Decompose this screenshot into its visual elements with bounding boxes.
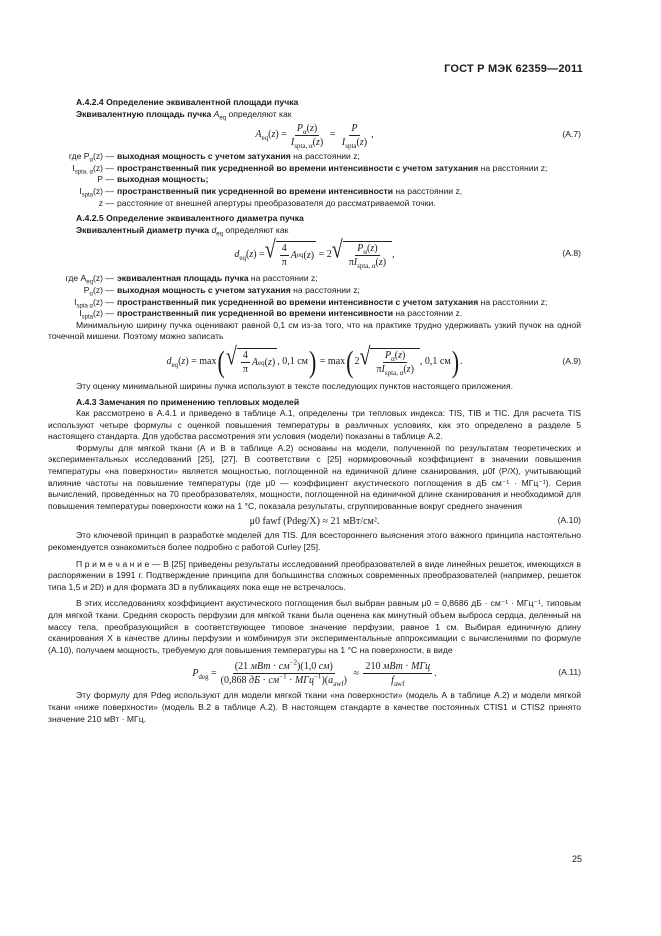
definition-item: z — расстояние от внешней апертуры преобразователя до рассматриваемой точки. <box>98 197 436 208</box>
page-content <box>48 93 581 725</box>
definition-item: $P_\alpha(z)$ — выходная мощность с учетом затухания на расстоянии z; <box>83 284 360 298</box>
definition-item: $I_{spta}(z)$ — пространственный пик усредненной во времени интенсивности на расстоянии z. <box>79 308 463 321</box>
page-number: 25 <box>572 854 583 864</box>
section-a425-lead: Эквивалентный диаметр пучка $d_{eq}$ определяют как <box>76 224 289 238</box>
definitions-a8 <box>48 273 581 319</box>
paragraph-a43-5: Эту формулу для Pdeg используют для модели мягкой ткани «на поверхности» (модель А в таблице А.2) и модели мягкой ткани «ниже поверхности» (модель В.2 в таблице А.2). В настоящем стандарте в качестве постоянных CTIS1 и CTIS2 принято значение 210 мВт · МГц. <box>48 690 581 724</box>
equation-a11: $P_{deg}$ = $\frac{(21 мВт \cdot см^{-2})(1,0 см)}{(0,868 дБ \cdot см^{-1} \cdot МГц^{-1})(a_{awf})}$ ≈ $\frac{\text{210 мВт · МГц}}{f_{awf}}$ . (А.11) <box>192 658 581 688</box>
paragraph-after-a9: Эту оценку минимальной ширины пучка используют в тексте последующих пунктов настоящего приложения. <box>76 380 514 391</box>
equation-a8: $d_{eq}(z)$ = √ $\frac{4}{\pi}$ A eq ( z ) = 2 √ $\frac{P_\alpha(z)}{\pi I_{spta, \alpha}(z)}$ , (А.8) <box>234 236 581 270</box>
definition-item: $I_{spta, \alpha}(z)$ — пространственный пик усредненной во времени интенсивности с учетом затухания на расстоянии z; <box>72 162 548 176</box>
section-a43-title: А.4.3 Замечания по применению тепловых моделей <box>76 396 300 407</box>
equation-number-a8: (А.8) <box>562 248 581 259</box>
equation-number-a9: (А.9) <box>562 356 581 367</box>
definitions-a7 <box>48 151 581 209</box>
section-a424-title: А.4.2.4 Определение эквивалентной площади пучка <box>76 97 299 107</box>
definition-item: где $P_\alpha(z)$ — выходная мощность с учетом затухания на расстоянии z; <box>68 151 360 164</box>
equation-a7: $A_{eq}(z)$ = $\frac{P_\alpha(z)}{I_{spta, \alpha}(z)}$ = $\frac{P}{I_{spta}(z)}$ , (А.7) <box>255 122 581 150</box>
definition-item: P — выходная мощность; <box>97 174 209 185</box>
equation-a9: $d_{eq}(z) = \max$ ( √ $\frac{4}{\pi}$ A eq ( z ) , 0,1 см ) = max ( 2 √ $\frac{P_\alpha(z)}{\pi I_{spta, \alpha}(z)}$ , 0,1 см ) . (А.9) <box>166 343 581 379</box>
paragraph-a43-1: Как рассмотрено в А.4.1 и приведено в таблице А.1, определены три тепловых индекса: TIS, TIB и TIC. Для расчета TIS используют четыре формулы с оценкой повышения температуры в различных условиях, как это определено в разделе 5 настоящего стандарта. Для удобства рассмотрения эти условия (модели) показаны в таблице А.2. <box>48 408 581 442</box>
equation-number-a11: (А.11) <box>558 667 581 678</box>
section-a424-lead: Эквивалентную площадь пучка $A_{eq}$ определяют как <box>76 108 292 122</box>
equation-number-a7: (А.7) <box>562 129 581 140</box>
page-header: ГОСТ Р МЭК 62359—2011 <box>444 63 583 75</box>
equation-a10: μ0 fawf (Pdeg/X) ≈ 21 мВт/см². (А.10) <box>249 515 581 527</box>
paragraph-a43-3: Это ключевой принцип в разработке моделей для TIS. Для всестороннего выяснения этого важного принципа настоятельно рекомендуется ознакомиться более подробно с работой Curley [25]. <box>48 530 581 553</box>
definition-item: $I_{spta \alpha}(z)$ — пространственный пик усредненной во времени интенсивности с учетом затухания на расстоянии z; <box>74 296 548 310</box>
paragraph-a43-4: В этих исследованиях коэффициент акустического поглощения был выбран равным μ0 = 0,8686 дБ · см⁻¹ · МГц⁻¹, типовым для мягкой ткани. Средняя скорость перфузии для мягкой ткани была оценена как минутный объем выброса сердца, деленный на массу тела, преобразующийся в соответствующее типовое значение перфузии, равное 1 см. Выбирая единичную длину сканирования X в качестве длины перфузии и комбинируя эти экспериментальные аппроксимации с вычислениями по формуле (А.10), получаем мощность, требуемую для повышения температуры на 1 °С на поверхности, в виде <box>48 598 581 655</box>
section-a425-title: А.4.2.5 Определение эквивалентного диаметра пучка <box>76 213 304 224</box>
paragraph-min-width: Минимальную ширину пучка оценивают равной 0,1 см из-за того, что на практике трудно удерживать узкий пучок на одной точечной мишени. Поэтому можно записать <box>48 319 581 342</box>
definition-item: где $A_{eq}(z)$ — эквивалентная площадь пучка на расстоянии z; <box>65 273 318 287</box>
paragraph-a43-2: Формулы для мягкой ткани (А и В в таблице А.2) основаны на модели, полученной по результатам теоретических и экспериментальных исследований [25], [27]. В соответствии с [25] нормировочный коэффициент в значении повышения температуры «на поверхности» является мощностью, поглощенной на единичной длине сканирования, μ0f (P/X), учитывающий влияние частоты на повышение температуры (где μ0 — коэффициент акустического поглощения в дБ см⁻¹ · МГц⁻¹). Серия вычислений, проведенных на 70 преобразователях, мощности, поглощенной на единичной длине сканирования и необходимой для повышения температуры поверхности кожи на 1 °С, показала результаты, сгруппированные вокруг среднего значения <box>48 442 581 511</box>
definition-item: $I_{spta}(z)$ — пространственный пик усредненной во времени интенсивности на расстоянии z, <box>79 185 463 199</box>
equation-number-a10: (А.10) <box>557 515 581 526</box>
note-paragraph: П р и м е ч а н и е — В [25] приведены результаты исследований преобразователей в виде линейных решеток, имеющихся в распоряжении в 1991 г. Подтверждение принципа для большинства сложных современных преобразователей (например, решеток типа 1,5 и 2D) и для формата 3D в публикациях пока еще не встречалось. <box>48 558 581 592</box>
